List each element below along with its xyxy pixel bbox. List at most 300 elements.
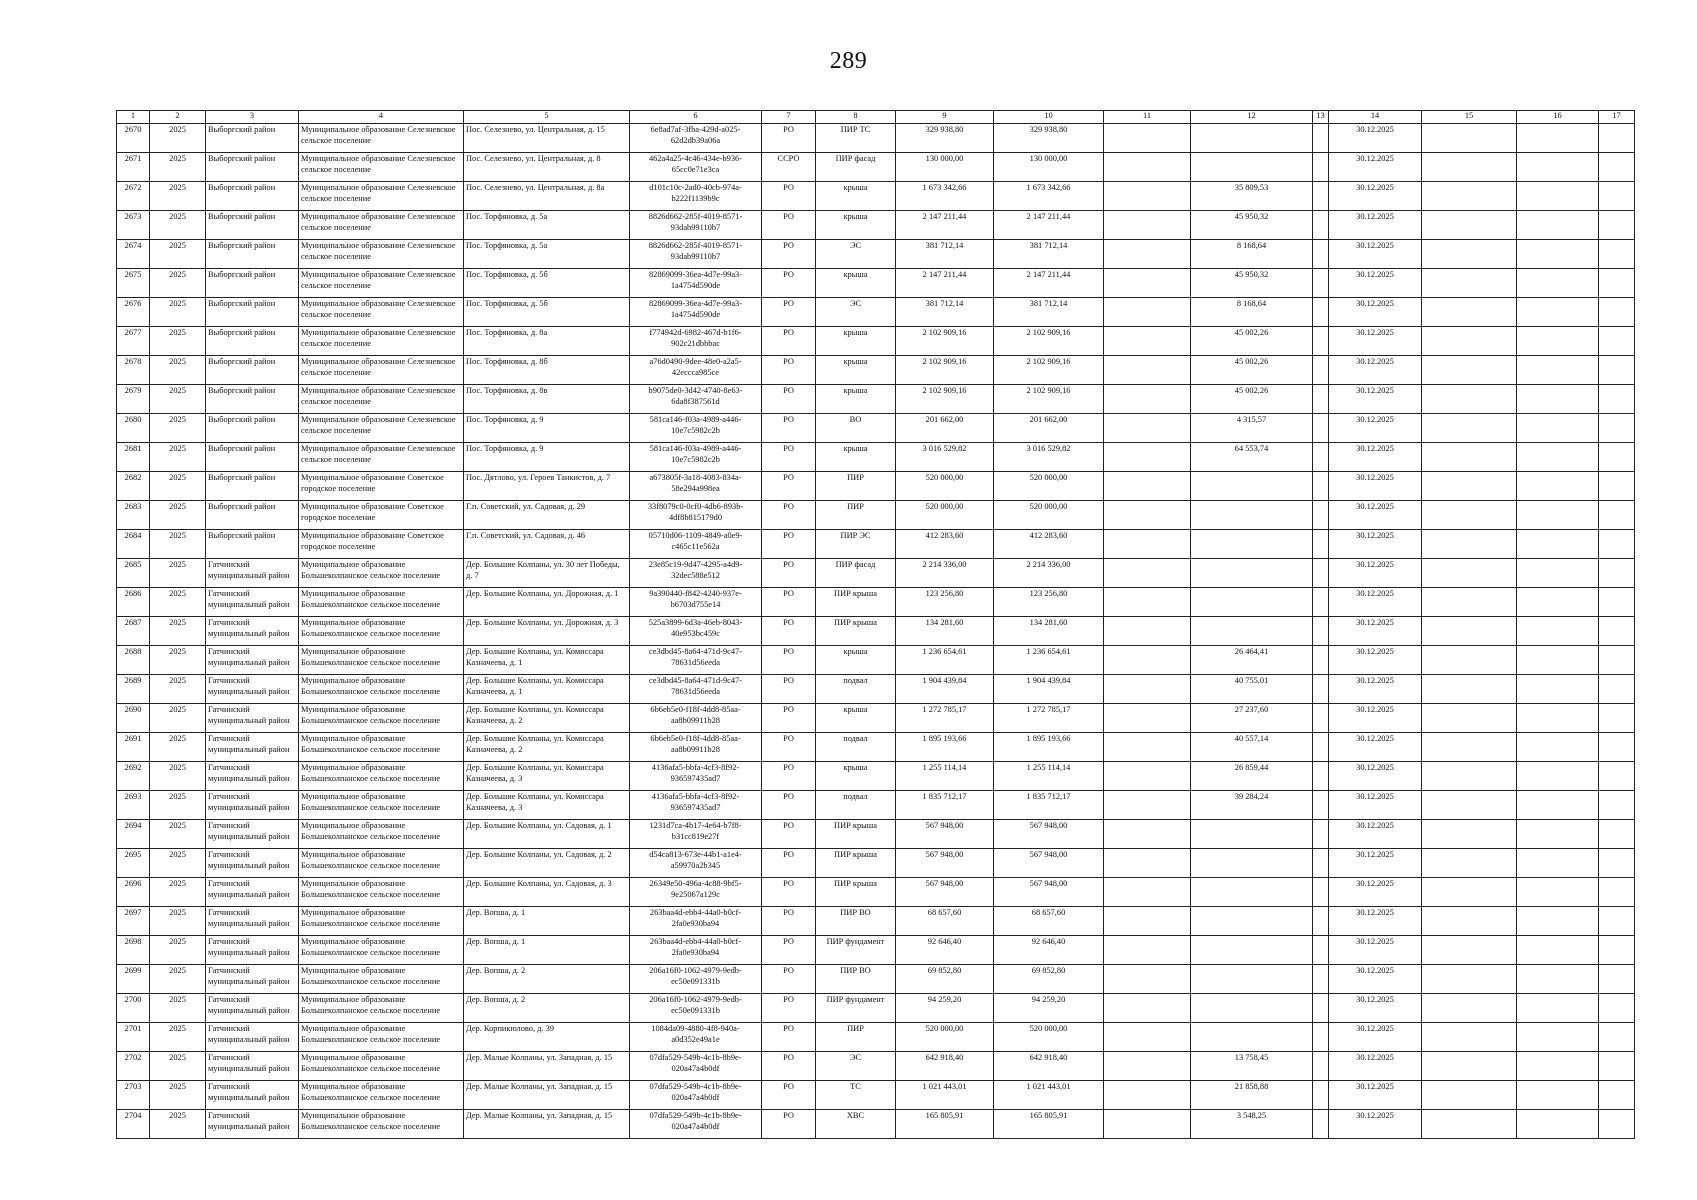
cell-col-16 (1517, 820, 1599, 849)
cell-cost-total: 1 673 342,66 (896, 182, 994, 211)
cell-municipality: Муниципальное образование Советское городское поселение (299, 472, 464, 501)
cell-house-guid: 6e8ad7af-3fba-429d-a025-62d2db39a06a (630, 124, 762, 153)
cell-col-17 (1599, 849, 1635, 878)
cell-cost-12: 39 284,24 (1191, 791, 1313, 820)
cell-col-11 (1104, 414, 1191, 443)
cell-col-16 (1517, 994, 1599, 1023)
cell-col-15 (1422, 240, 1517, 269)
cell-col-11 (1104, 1081, 1191, 1110)
cell-fund-type: РО (762, 124, 816, 153)
cell-cost-fund: 94 259,20 (994, 994, 1104, 1023)
cell-col-17 (1599, 762, 1635, 791)
cell-col-11 (1104, 124, 1191, 153)
cell-fund-type: РО (762, 994, 816, 1023)
cell-year: 2025 (150, 211, 206, 240)
cell-year: 2025 (150, 994, 206, 1023)
cell-cost-12: 8 168,64 (1191, 298, 1313, 327)
cell-house-guid: 525a3899-6d3a-46eb-8043-40e953bc459c (630, 617, 762, 646)
cell-work-type: ПИР фасад (816, 559, 896, 588)
cell-district: Выборгский район (206, 269, 299, 298)
cell-col-17 (1599, 1110, 1635, 1139)
cell-work-type: крыша (816, 646, 896, 675)
cell-house-guid: 23e85c19-9d47-4295-a4d9-32dec588e512 (630, 559, 762, 588)
cell-address: Пос. Дятлово, ул. Героев Танкистов, д. 7 (464, 472, 630, 501)
cell-row-number: 2691 (117, 733, 150, 762)
cell-fund-type: РО (762, 443, 816, 472)
cell-deadline: 30.12.2025 (1329, 327, 1422, 356)
cell-cost-12: 4 315,57 (1191, 414, 1313, 443)
cell-col-16 (1517, 849, 1599, 878)
cell-year: 2025 (150, 269, 206, 298)
cell-col-11 (1104, 617, 1191, 646)
cell-cost-12: 64 553,74 (1191, 443, 1313, 472)
cell-fund-type: РО (762, 269, 816, 298)
cell-col-15 (1422, 356, 1517, 385)
cell-cost-12: 13 758,45 (1191, 1052, 1313, 1081)
cell-deadline: 30.12.2025 (1329, 269, 1422, 298)
table-row (117, 211, 1635, 240)
cell-house-guid: 581ca146-f03a-4989-a446-10e7c5982c2b (630, 414, 762, 443)
cell-district: Выборгский район (206, 414, 299, 443)
cell-col-13 (1313, 501, 1329, 530)
table-body (117, 124, 1635, 1139)
cell-municipality: Муниципальное образование Селезневское сельское поселение (299, 124, 464, 153)
cell-row-number: 2671 (117, 153, 150, 182)
cell-house-guid: 263baa4d-ebb4-44a0-b0cf-2fa0e930ba94 (630, 936, 762, 965)
cell-row-number: 2699 (117, 965, 150, 994)
cell-fund-type: РО (762, 559, 816, 588)
cell-col-13 (1313, 327, 1329, 356)
cell-district: Выборгский район (206, 124, 299, 153)
cell-work-type: ВО (816, 414, 896, 443)
cell-house-guid: 581ca146-f03a-4989-a446-10e7c5982c2b (630, 443, 762, 472)
cell-col-15 (1422, 182, 1517, 211)
cell-fund-type: РО (762, 617, 816, 646)
cell-row-number: 2680 (117, 414, 150, 443)
cell-year: 2025 (150, 849, 206, 878)
cell-address: Пос. Торфяновка, д. 8б (464, 356, 630, 385)
cell-col-11 (1104, 269, 1191, 298)
cell-deadline: 30.12.2025 (1329, 704, 1422, 733)
cell-col-11 (1104, 907, 1191, 936)
cell-col-11 (1104, 1110, 1191, 1139)
cell-district: Выборгский район (206, 443, 299, 472)
cell-district: Гатчинский муниципальный район (206, 791, 299, 820)
cell-work-type: ПИР фундамент (816, 994, 896, 1023)
cell-col-16 (1517, 936, 1599, 965)
table-row (117, 762, 1635, 791)
cell-work-type: ПИР крыша (816, 820, 896, 849)
cell-district: Гатчинский муниципальный район (206, 559, 299, 588)
cell-col-15 (1422, 530, 1517, 559)
cell-district: Гатчинский муниципальный район (206, 646, 299, 675)
cell-cost-12 (1191, 994, 1313, 1023)
cell-cost-total: 92 646,40 (896, 936, 994, 965)
cell-col-17 (1599, 472, 1635, 501)
cell-cost-fund: 520 000,00 (994, 472, 1104, 501)
cell-col-13 (1313, 472, 1329, 501)
cell-cost-total: 1 835 712,17 (896, 791, 994, 820)
cell-house-guid: 82869099-36ea-4d7e-99a3-1a4754d590de (630, 269, 762, 298)
cell-address: Пос. Торфяновка, д. 9 (464, 414, 630, 443)
cell-cost-fund: 567 948,00 (994, 878, 1104, 907)
cell-cost-fund: 520 000,00 (994, 1023, 1104, 1052)
cell-address: Пос. Торфяновка, д. 8а (464, 327, 630, 356)
cell-col-11 (1104, 1052, 1191, 1081)
cell-cost-total: 381 712,14 (896, 240, 994, 269)
cell-col-16 (1517, 298, 1599, 327)
cell-year: 2025 (150, 182, 206, 211)
cell-house-guid: a673805f-3a18-4083-834a-58e294a998ea (630, 472, 762, 501)
cell-cost-fund: 520 000,00 (994, 501, 1104, 530)
table-row (117, 849, 1635, 878)
cell-deadline: 30.12.2025 (1329, 1023, 1422, 1052)
cell-house-guid: 4136afa5-bbfa-4cf3-8f92-936597435ad7 (630, 791, 762, 820)
cell-municipality: Муниципальное образование Большеколпанское сельское поселение (299, 1052, 464, 1081)
cell-fund-type: РО (762, 1023, 816, 1052)
cell-fund-type: РО (762, 907, 816, 936)
cell-col-13 (1313, 965, 1329, 994)
table-row (117, 588, 1635, 617)
cell-cost-12: 45 002,26 (1191, 327, 1313, 356)
cell-col-17 (1599, 791, 1635, 820)
cell-cost-12 (1191, 617, 1313, 646)
cell-municipality: Муниципальное образование Большеколпанское сельское поселение (299, 1110, 464, 1139)
cell-cost-total: 201 662,00 (896, 414, 994, 443)
cell-col-13 (1313, 588, 1329, 617)
cell-col-15 (1422, 617, 1517, 646)
cell-year: 2025 (150, 501, 206, 530)
cell-col-11 (1104, 443, 1191, 472)
cell-cost-12 (1191, 907, 1313, 936)
cell-district: Гатчинский муниципальный район (206, 617, 299, 646)
cell-cost-total: 329 938,80 (896, 124, 994, 153)
cell-cost-total: 2 102 909,16 (896, 327, 994, 356)
cell-work-type: крыша (816, 327, 896, 356)
column-header-11: 11 (1104, 111, 1191, 124)
cell-fund-type: РО (762, 530, 816, 559)
cell-row-number: 2673 (117, 211, 150, 240)
cell-fund-type: РО (762, 820, 816, 849)
cell-house-guid: b9075de0-3d42-4740-8e63-6da8f387561d (630, 385, 762, 414)
cell-col-11 (1104, 675, 1191, 704)
cell-district: Выборгский район (206, 153, 299, 182)
cell-col-15 (1422, 124, 1517, 153)
cell-district: Выборгский район (206, 356, 299, 385)
cell-work-type: крыша (816, 762, 896, 791)
cell-row-number: 2703 (117, 1081, 150, 1110)
table-row (117, 646, 1635, 675)
cell-col-13 (1313, 675, 1329, 704)
cell-cost-fund: 2 102 909,16 (994, 356, 1104, 385)
cell-year: 2025 (150, 385, 206, 414)
cell-col-15 (1422, 704, 1517, 733)
cell-cost-fund: 412 283,60 (994, 530, 1104, 559)
cell-deadline: 30.12.2025 (1329, 791, 1422, 820)
cell-cost-fund: 1 835 712,17 (994, 791, 1104, 820)
cell-col-13 (1313, 124, 1329, 153)
cell-work-type: ПИР ВО (816, 965, 896, 994)
cell-work-type: крыша (816, 356, 896, 385)
cell-municipality: Муниципальное образование Большеколпанское сельское поселение (299, 646, 464, 675)
cell-col-15 (1422, 559, 1517, 588)
cell-col-13 (1313, 791, 1329, 820)
cell-col-13 (1313, 820, 1329, 849)
cell-col-16 (1517, 733, 1599, 762)
cell-col-16 (1517, 153, 1599, 182)
cell-year: 2025 (150, 588, 206, 617)
table-row (117, 559, 1635, 588)
table-row (117, 1023, 1635, 1052)
cell-address: Дер. Большие Колпаны, ул. Комиссара Казначеева, д. 3 (464, 791, 630, 820)
cell-municipality: Муниципальное образование Большеколпанское сельское поселение (299, 820, 464, 849)
cell-district: Гатчинский муниципальный район (206, 849, 299, 878)
cell-deadline: 30.12.2025 (1329, 124, 1422, 153)
cell-year: 2025 (150, 733, 206, 762)
cell-row-number: 2696 (117, 878, 150, 907)
cell-house-guid: 07dfa529-549b-4c1b-8b9e-020a47a4b0df (630, 1052, 762, 1081)
cell-cost-12 (1191, 124, 1313, 153)
cell-col-17 (1599, 559, 1635, 588)
cell-cost-total: 1 255 114,14 (896, 762, 994, 791)
cell-fund-type: РО (762, 501, 816, 530)
cell-work-type: ПИР фундамент (816, 936, 896, 965)
column-header-4: 4 (299, 111, 464, 124)
cell-municipality: Муниципальное образование Селезневское сельское поселение (299, 298, 464, 327)
cell-year: 2025 (150, 878, 206, 907)
cell-col-15 (1422, 965, 1517, 994)
cell-municipality: Муниципальное образование Большеколпанское сельское поселение (299, 878, 464, 907)
cell-row-number: 2695 (117, 849, 150, 878)
header-row (117, 111, 1635, 124)
cell-address: Г.п. Советский, ул. Садовая, д. 46 (464, 530, 630, 559)
cell-row-number: 2686 (117, 588, 150, 617)
table-row (117, 936, 1635, 965)
table-row (117, 791, 1635, 820)
cell-district: Выборгский район (206, 530, 299, 559)
cell-col-13 (1313, 269, 1329, 298)
cell-house-guid: 263baa4d-ebb4-44a0-b0cf-2fa0e930ba94 (630, 907, 762, 936)
cell-fund-type: РО (762, 762, 816, 791)
cell-col-17 (1599, 443, 1635, 472)
cell-row-number: 2692 (117, 762, 150, 791)
column-header-2: 2 (150, 111, 206, 124)
cell-col-17 (1599, 1052, 1635, 1081)
cell-house-guid: 1084da09-4880-4f8-940a-a0d352e49a1e (630, 1023, 762, 1052)
cell-address: Пос. Селезнево, ул. Центральная, д. 8 (464, 153, 630, 182)
cell-row-number: 2684 (117, 530, 150, 559)
cell-col-16 (1517, 182, 1599, 211)
cell-cost-12: 35 809,53 (1191, 182, 1313, 211)
cell-col-13 (1313, 298, 1329, 327)
cell-col-13 (1313, 414, 1329, 443)
cell-cost-fund: 165 805,91 (994, 1110, 1104, 1139)
cell-deadline: 30.12.2025 (1329, 733, 1422, 762)
cell-col-15 (1422, 878, 1517, 907)
column-header-8: 8 (816, 111, 896, 124)
cell-cost-fund: 1 904 439,84 (994, 675, 1104, 704)
cell-col-17 (1599, 675, 1635, 704)
cell-fund-type: РО (762, 414, 816, 443)
cell-col-16 (1517, 675, 1599, 704)
cell-cost-fund: 1 236 654,61 (994, 646, 1104, 675)
cell-municipality: Муниципальное образование Селезневское сельское поселение (299, 327, 464, 356)
cell-municipality: Муниципальное образование Селезневское сельское поселение (299, 385, 464, 414)
cell-work-type: крыша (816, 182, 896, 211)
cell-fund-type: РО (762, 1052, 816, 1081)
cell-col-16 (1517, 1023, 1599, 1052)
cell-cost-12 (1191, 472, 1313, 501)
cell-year: 2025 (150, 762, 206, 791)
table-header (117, 111, 1635, 124)
cell-address: Дер. Вопша, д. 1 (464, 907, 630, 936)
cell-fund-type: РО (762, 356, 816, 385)
cell-district: Гатчинский муниципальный район (206, 1023, 299, 1052)
cell-cost-total: 2 147 211,44 (896, 269, 994, 298)
cell-fund-type: РО (762, 182, 816, 211)
cell-col-11 (1104, 211, 1191, 240)
cell-col-17 (1599, 182, 1635, 211)
cell-cost-fund: 201 662,00 (994, 414, 1104, 443)
cell-work-type: ПИР крыша (816, 849, 896, 878)
cell-address: Г.п. Советский, ул. Садовая, д. 29 (464, 501, 630, 530)
cell-house-guid: 33f8079c0-0cf0-4db6-893b-4df8b815179d0 (630, 501, 762, 530)
cell-col-17 (1599, 269, 1635, 298)
cell-municipality: Муниципальное образование Большеколпанское сельское поселение (299, 588, 464, 617)
cell-district: Выборгский район (206, 211, 299, 240)
cell-col-11 (1104, 791, 1191, 820)
cell-col-17 (1599, 704, 1635, 733)
cell-col-13 (1313, 1052, 1329, 1081)
cell-col-16 (1517, 124, 1599, 153)
cell-deadline: 30.12.2025 (1329, 936, 1422, 965)
cell-municipality: Муниципальное образование Советское городское поселение (299, 501, 464, 530)
cell-col-17 (1599, 936, 1635, 965)
cell-row-number: 2697 (117, 907, 150, 936)
cell-col-11 (1104, 762, 1191, 791)
cell-cost-total: 567 948,00 (896, 878, 994, 907)
cell-col-13 (1313, 646, 1329, 675)
table-row (117, 733, 1635, 762)
cell-deadline: 30.12.2025 (1329, 849, 1422, 878)
column-header-1: 1 (117, 111, 150, 124)
cell-deadline: 30.12.2025 (1329, 617, 1422, 646)
table-row (117, 1052, 1635, 1081)
cell-col-13 (1313, 1081, 1329, 1110)
cell-year: 2025 (150, 907, 206, 936)
cell-deadline: 30.12.2025 (1329, 1110, 1422, 1139)
cell-year: 2025 (150, 327, 206, 356)
cell-cost-fund: 134 281,60 (994, 617, 1104, 646)
cell-year: 2025 (150, 965, 206, 994)
cell-col-16 (1517, 327, 1599, 356)
cell-municipality: Муниципальное образование Селезневское сельское поселение (299, 211, 464, 240)
cell-district: Выборгский район (206, 385, 299, 414)
cell-deadline: 30.12.2025 (1329, 878, 1422, 907)
cell-cost-12: 45 950,32 (1191, 269, 1313, 298)
table-row (117, 878, 1635, 907)
cell-address: Пос. Торфяновка, д. 5а (464, 211, 630, 240)
cell-row-number: 2689 (117, 675, 150, 704)
cell-row-number: 2676 (117, 298, 150, 327)
cell-address: Пос. Торфяновка, д. 5б (464, 298, 630, 327)
cell-col-13 (1313, 443, 1329, 472)
cell-col-15 (1422, 443, 1517, 472)
cell-year: 2025 (150, 646, 206, 675)
cell-col-17 (1599, 1081, 1635, 1110)
cell-year: 2025 (150, 1052, 206, 1081)
cell-address: Дер. Вопша, д. 2 (464, 994, 630, 1023)
cell-col-11 (1104, 327, 1191, 356)
cell-house-guid: 462a4a25-4c46-434e-b936-65cc0e71e3ca (630, 153, 762, 182)
cell-cost-fund: 68 657,60 (994, 907, 1104, 936)
cell-address: Пос. Торфяновка, д. 5б (464, 269, 630, 298)
cell-fund-type: РО (762, 298, 816, 327)
cell-row-number: 2683 (117, 501, 150, 530)
cell-year: 2025 (150, 1023, 206, 1052)
cell-municipality: Муниципальное образование Большеколпанское сельское поселение (299, 849, 464, 878)
cell-col-13 (1313, 849, 1329, 878)
cell-cost-fund: 567 948,00 (994, 820, 1104, 849)
cell-deadline: 30.12.2025 (1329, 298, 1422, 327)
cell-row-number: 2672 (117, 182, 150, 211)
cell-cost-fund: 1 272 785,17 (994, 704, 1104, 733)
cell-district: Выборгский район (206, 501, 299, 530)
cell-year: 2025 (150, 820, 206, 849)
cell-col-13 (1313, 762, 1329, 791)
cell-col-16 (1517, 617, 1599, 646)
cell-col-11 (1104, 182, 1191, 211)
cell-municipality: Муниципальное образование Селезневское сельское поселение (299, 269, 464, 298)
cell-district: Выборгский район (206, 472, 299, 501)
cell-deadline: 30.12.2025 (1329, 443, 1422, 472)
cell-row-number: 2701 (117, 1023, 150, 1052)
cell-col-16 (1517, 559, 1599, 588)
cell-col-16 (1517, 501, 1599, 530)
cell-cost-12: 26 464,41 (1191, 646, 1313, 675)
cell-municipality: Муниципальное образование Большеколпанское сельское поселение (299, 936, 464, 965)
cell-work-type: ЭС (816, 298, 896, 327)
cell-fund-type: РО (762, 646, 816, 675)
cell-work-type: ПИР (816, 1023, 896, 1052)
cell-col-16 (1517, 240, 1599, 269)
cell-year: 2025 (150, 1081, 206, 1110)
cell-cost-total: 165 805,91 (896, 1110, 994, 1139)
cell-municipality: Муниципальное образование Селезневское сельское поселение (299, 443, 464, 472)
cell-address: Дер. Большие Колпаны, ул. Садовая, д. 1 (464, 820, 630, 849)
cell-cost-fund: 381 712,14 (994, 240, 1104, 269)
cell-municipality: Муниципальное образование Селезневское сельское поселение (299, 182, 464, 211)
cell-col-15 (1422, 153, 1517, 182)
cell-col-11 (1104, 588, 1191, 617)
register-table (116, 110, 1635, 1139)
cell-work-type: ЭС (816, 240, 896, 269)
cell-district: Гатчинский муниципальный район (206, 733, 299, 762)
cell-year: 2025 (150, 1110, 206, 1139)
cell-deadline: 30.12.2025 (1329, 762, 1422, 791)
table-row (117, 240, 1635, 269)
cell-col-15 (1422, 472, 1517, 501)
cell-row-number: 2694 (117, 820, 150, 849)
cell-house-guid: 9a390440-f842-4240-937e-b6703d755e14 (630, 588, 762, 617)
table-row (117, 298, 1635, 327)
cell-cost-total: 69 852,80 (896, 965, 994, 994)
cell-house-guid: ce3dbd45-8a64-471d-9c47-78631d56eeda (630, 646, 762, 675)
cell-year: 2025 (150, 472, 206, 501)
cell-col-15 (1422, 791, 1517, 820)
cell-cost-total: 412 283,60 (896, 530, 994, 559)
cell-deadline: 30.12.2025 (1329, 211, 1422, 240)
